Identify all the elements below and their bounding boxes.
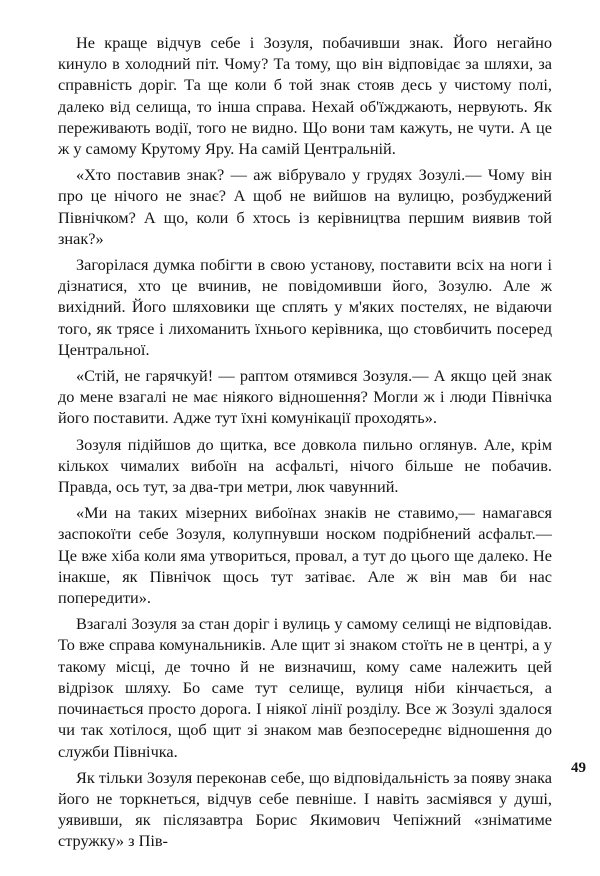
paragraph: «Хто поставив знак? — аж вібрувало у грудях Зозулі.— Чому він про це нічого не знає? А щоб не вийшов на вулицю, розбуджений Північком? А що, коли б хтось із керівництва першим виявив той знак?»: [58, 165, 552, 248]
paragraph: Загорілася думка побігти в свою установу, поставити всіх на ноги і дізнатися, хто це вчинив, не повідомивши його, Зозулю. Але ж вихідний. Його шляховики ще сплять у м'яких постелях, не відаючи того, як трясе і лихоманить їхнього керівника, що стовбичить посеред Центральної.: [58, 255, 552, 359]
paragraph: «Стій, не гарячкуй! — раптом отямився Зозуля.— А якщо цей знак до мене взагалі не має ніякого відношення? Могли ж і люди Північка його поставити. Адже тут їхні комунікації проходять».: [58, 366, 552, 428]
paragraph: Не краще відчув себе і Зозуля, побачивши знак. Його негайно кинуло в холодний піт. Чому? Та тому, що він відповідає за шляхи, за справність доріг. Та ще коли б той знак стояв десь у чистому полі, далеко від селища, то інша справа. Нехай об'їжджають, нервують. Як переживають водії, того не видно. Що вони там кажуть, не чути. А це ж у самому Крутому Яру. На самій Центральній.: [58, 33, 552, 159]
paragraph: Як тільки Зозуля переконав себе, що відповідальність за появу знака його не торкнеться, відчув себе певніше. І навіть засміявся у душі, уявивши, як післязавтра Борис Якимович Чепіжний «зніматиме стружку» з Пів-: [58, 767, 552, 851]
page-text: [58, 32, 552, 852]
paragraph: Зозуля підійшов до щитка, все довкола пильно оглянув. Але, крім кількох чималих вибоїн на асфальті, нічого більше не побачив. Правда, ось тут, за два-три метри, люк чавунний.: [58, 434, 552, 497]
paragraph: «Ми на таких мізерних вибоїнах знаків не ставимо,— намагався заспокоїти себе Зозуля, колупнувши носком подрібнений асфальт.— Це вже хіба коли яма утвориться, провал, а тут до цього ще далеко. Не інакше, як Північок щось тут затіває. Але ж він мав би нас попередити».: [58, 503, 552, 608]
page-number: 49: [571, 760, 586, 776]
paragraph: Взагалі Зозуля за стан доріг і вулиць у самому селищі не відповідав. То вже справа комунальників. Але щит зі знаком стоїть не в центрі, а у такому місці, де точно й не визначиш, кому саме належить цей відрізок шляху. Бо саме тут селище, вулиця ніби кінчається, а починається просто дорога. І ніякої лінії розділу. Все ж Зозулі здалося чи так хотілося, щоб щит зі знаком мав безпосереднє відношення до служби Північка.: [58, 614, 552, 761]
